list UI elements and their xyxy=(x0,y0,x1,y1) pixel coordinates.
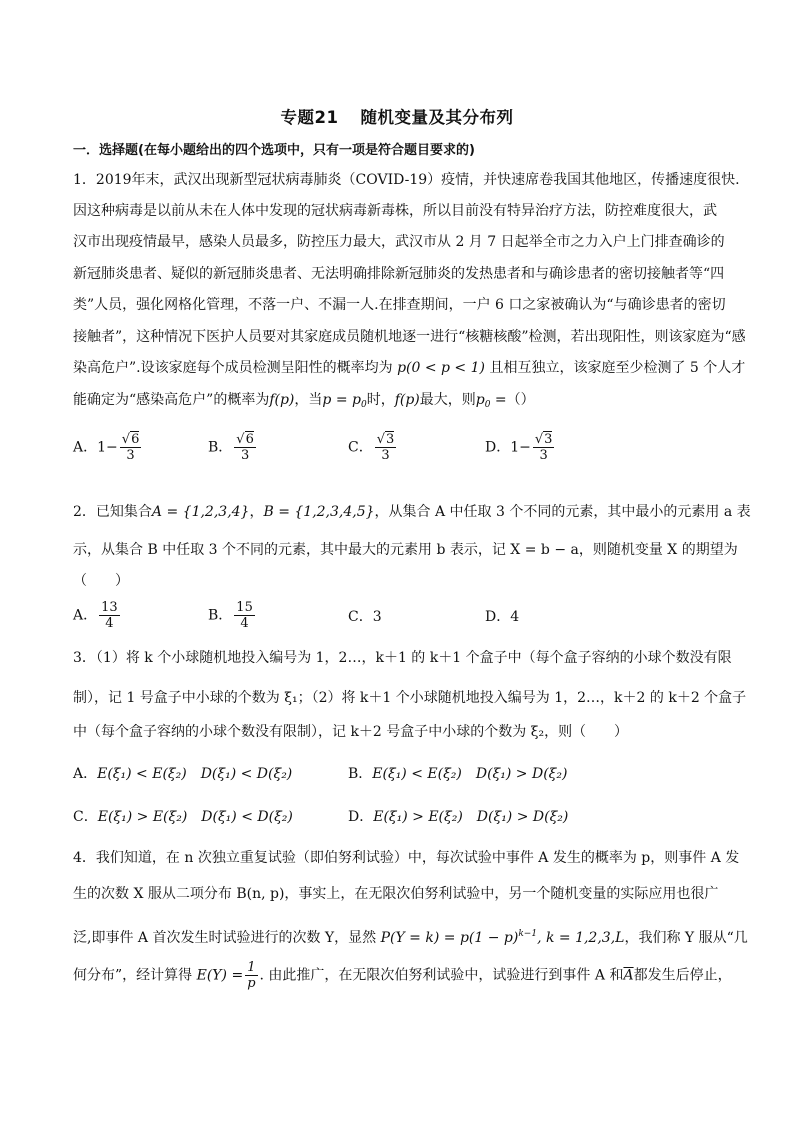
q1-option-b[interactable]: B． $\frac{√6}{3}$ xyxy=(208,432,254,463)
q1-option-d[interactable]: D．1− $\frac{√3}{3}$ xyxy=(485,432,553,463)
fraction: $\frac{13}{4}$ xyxy=(101,600,118,631)
fraction: $\frac{√3}{3}$ xyxy=(534,432,553,463)
q3-option-a[interactable]: A．E(ξ₁) < E(ξ₂) D(ξ₁) < D(ξ₂) xyxy=(73,766,293,782)
q2-line-2: 示，从集合 B 中任取 3 个不同的元素，其中最大的元素用 b 表示，记 X = b − a，则随机变量 X 的期望为 xyxy=(73,542,738,558)
complement-event: $\overline{A}$ xyxy=(623,967,634,984)
q1-line-5: 类”人员，强化网格化管理，不落一户、不漏一人.在排查期间，一户 6 口之家被确认为“与确诊患者的密切 xyxy=(73,297,726,313)
q2-option-d[interactable]: D．4 xyxy=(485,609,520,625)
q1-line-3: 汉市出现疫情最早，感染人员最多，防控压力最大，武汉市从 2 月 7 日起举全市之力入户上门排查确诊的 xyxy=(73,234,725,250)
q3-option-d[interactable]: D．E(ξ₁) > E(ξ₂) D(ξ₁) > D(ξ₂) xyxy=(348,809,569,825)
q2-line-1: 2．已知集合A = {1,2,3,4}，B = {1,2,3,4,5}，从集合 A 中任取 3 个不同的元素，其中最小的元素用 a 表 xyxy=(73,504,751,520)
q1-line-8: 能确定为“感染高危户”的概率为f(p)，当$p = p_0$时，f(p)最大，则$p_0$ =（） xyxy=(73,392,535,410)
fraction: $\frac{√3}{3}$ xyxy=(376,432,395,463)
geometric-formula: $P(Y = k) = p(1 - p)^{k-1}$, k = 1,2,3,L xyxy=(380,929,625,946)
q1-line-4: 新冠肺炎患者、疑似的新冠肺炎患者、无法明确排除新冠肺炎的发热患者和与确诊患者的密切接触者等“四 xyxy=(73,266,725,282)
section-heading: 一．选择题(在每小题给出的四个选项中，只有一项是符合题目要求的) xyxy=(73,143,475,158)
q4-line-4: 何分布”，经计算得 E(Y) = $\frac{1}{p}$ . 由此推广，在无限次伯努利试验中，试验进行到事件 A 和$\overline{A}$都发生后停止， xyxy=(73,960,732,991)
fraction: $\frac{√6}{3}$ xyxy=(236,432,254,463)
q1-option-a[interactable]: A．1− $\frac{√6}{3}$ xyxy=(73,432,140,463)
fraction: $\frac{15}{4}$ xyxy=(236,600,253,631)
q3-line-1: 3．（1）将 k 个小球随机地投入编号为 1，2…，k＋1 的 k＋1 个盒子中（每个盒子容纳的小球个数没有限 xyxy=(73,650,732,666)
q4-line-1: 4．我们知道，在 n 次独立重复试验（即伯努利试验）中，每次试验中事件 A 发生的概率为 p，则事件 A 发 xyxy=(73,850,740,866)
q2-option-a[interactable]: A． $\frac{13}{4}$ xyxy=(73,600,118,631)
q3-line-2: 制），记 1 号盒子中小球的个数为 ξ₁；（2）将 k＋1 个小球随机地投入编号为 1，2…，k＋2 的 k＋2 个盒子 xyxy=(73,690,747,706)
q3-option-c[interactable]: C．E(ξ₁) > E(ξ₂) D(ξ₁) < D(ξ₂) xyxy=(73,809,293,825)
page-title xyxy=(0,104,794,128)
fraction: $\frac{1}{p}$ xyxy=(247,960,256,991)
q3-line-3: 中（每个盒子容纳的小球个数没有限制），记 k＋2 号盒子中小球的个数为 ξ₂，则（ ） xyxy=(73,724,629,740)
q1-line-1: 1．2019年末，武汉出现新型冠状病毒肺炎（COVID-19）疫情，并快速席卷我国其他地区，传播速度很快. xyxy=(73,172,740,188)
probability-range: p(0 < p < 1) xyxy=(397,360,485,376)
q1-line-6: 接触者”，这种情况下医护人员要对其家庭成员随机地逐一进行“核糖核酸”检测，若出现阳性，则该家庭为“感 xyxy=(73,329,746,345)
q3-option-b[interactable]: B．E(ξ₁) < E(ξ₂) D(ξ₁) > D(ξ₂) xyxy=(348,766,568,782)
fraction: $\frac{√6}{3}$ xyxy=(121,432,140,463)
q4-line-2: 生的次数 X 服从二项分布 B(n, p)，事实上，在无限次伯努利试验中，另一个随机变量的实际应用也很广 xyxy=(73,886,719,902)
topic-number: 专题21 xyxy=(280,108,339,127)
q2-option-b[interactable]: B． $\frac{15}{4}$ xyxy=(208,600,253,631)
topic-subject: 随机变量及其分布列 xyxy=(360,108,514,127)
q2-line-3: （ ） xyxy=(73,573,129,589)
q2-option-c[interactable]: C．3 xyxy=(348,609,382,625)
q4-line-3: 泛,即事件 A 首次发生时试验进行的次数 Y，显然 $P(Y = k) = p(1 - p)^{k-1}$, k = 1,2,3,L，我们称 Y 服从“几 xyxy=(73,929,748,946)
q1-line-7: 染高危户”.设该家庭每个成员检测呈阳性的概率均为 p(0 < p < 1) 且相互独立，该家庭至少检测了 5 个人才 xyxy=(73,360,746,376)
q1-option-c[interactable]: C． $\frac{√3}{3}$ xyxy=(348,432,395,463)
q1-line-2: 因这种病毒是以前从未在人体中发现的冠状病毒新毒株，所以目前没有特异治疗方法，防控难度很大，武 xyxy=(73,203,717,219)
